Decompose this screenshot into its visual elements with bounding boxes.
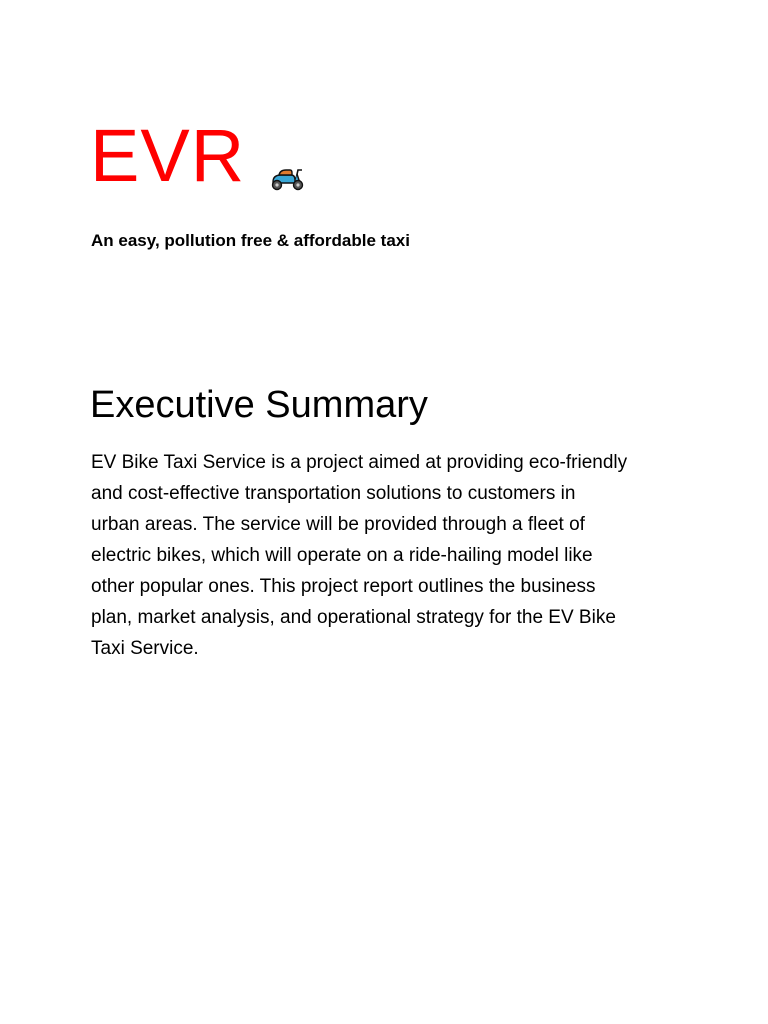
summary-paragraph (91, 447, 691, 664)
summary-line: plan, market analysis, and operational strategy for the EV Bike (91, 607, 616, 628)
summary-line: EV Bike Taxi Service is a project aimed at providing eco-friendly (91, 452, 628, 473)
summary-line: urban areas. The service will be provided through a fleet of (91, 514, 585, 535)
scooter-icon (267, 164, 307, 192)
brand-title: EVR (90, 114, 246, 197)
section-heading: Executive Summary (90, 384, 428, 426)
summary-line: and cost-effective transportation solutions to customers in (91, 483, 576, 504)
summary-line: Taxi Service. (91, 638, 199, 659)
summary-line: other popular ones. This project report outlines the business (91, 576, 596, 597)
summary-line: electric bikes, which will operate on a ride-hailing model like (91, 545, 593, 566)
tagline: An easy, pollution free & affordable taxi (91, 231, 410, 250)
brand-header (90, 108, 307, 198)
